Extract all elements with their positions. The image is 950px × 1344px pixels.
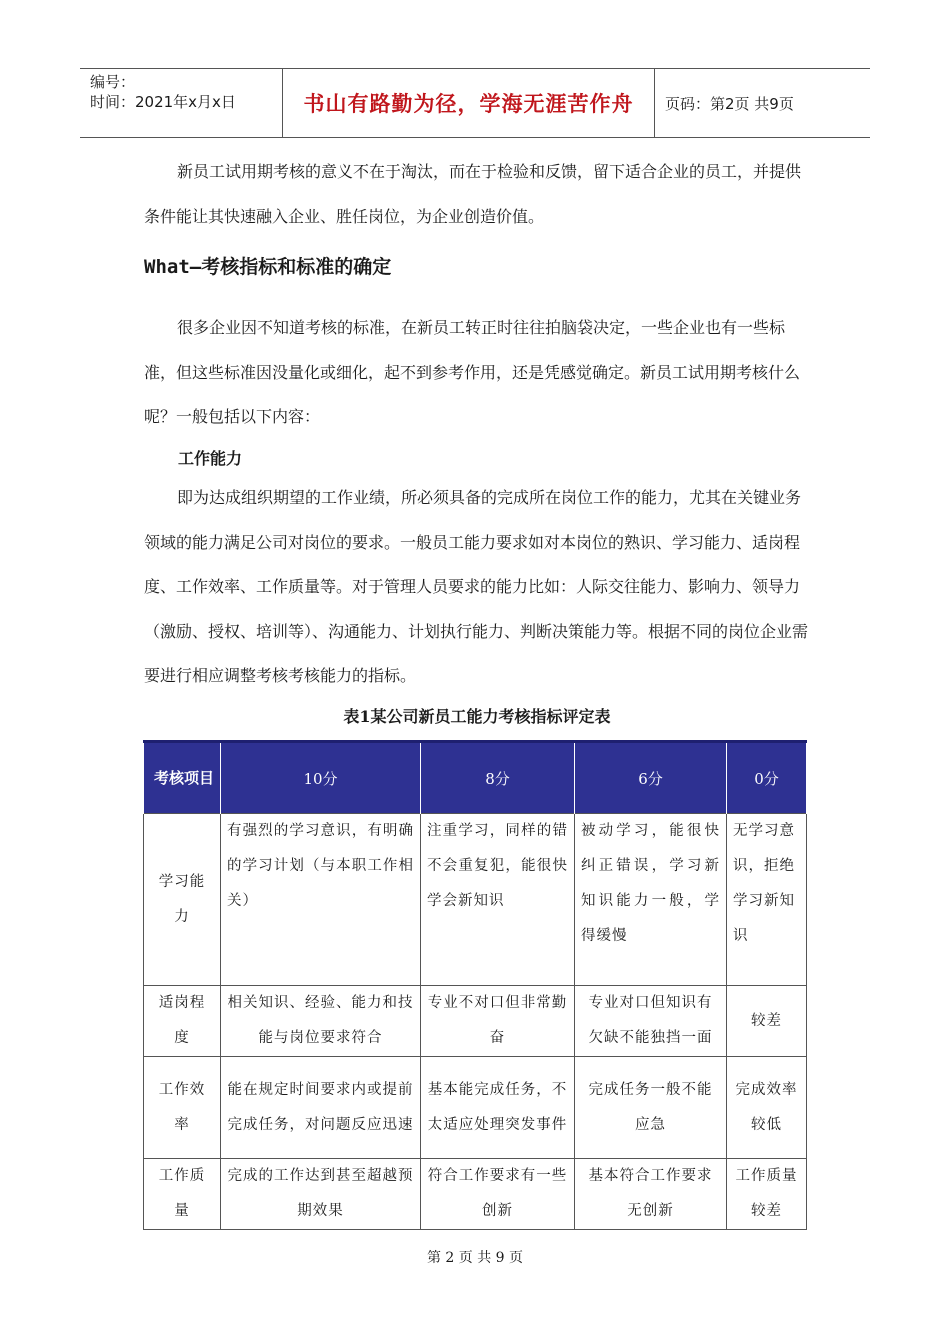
row-label: 学习能力 xyxy=(144,814,221,986)
table-cell: 专业不对口但非常勤奋 xyxy=(421,986,575,1057)
table-cell: 专业对口但知识有欠缺不能独挡一面 xyxy=(575,986,727,1057)
table-cell: 注重学习，同样的错不会重复犯，能很快学会新知识 xyxy=(421,814,575,986)
doc-number: 编号： xyxy=(90,73,136,91)
table-row xyxy=(144,814,807,986)
row-label: 工作效率 xyxy=(144,1057,221,1159)
table-header-row xyxy=(144,742,807,814)
subheading-work-ability: 工作能力 xyxy=(178,449,243,468)
page-header xyxy=(80,68,870,138)
table-cell: 无学习意识，拒绝学习新知识 xyxy=(727,814,807,986)
row-label: 工作质量 xyxy=(144,1159,221,1230)
section-heading: What—考核指标和标准的确定 xyxy=(144,256,392,278)
table-row xyxy=(144,986,807,1057)
table-cell: 符合工作要求有一些创新 xyxy=(421,1159,575,1230)
ability-paragraph: 即为达成组织期望的工作业绩，所必须具备的完成所在岗位工作的能力，尤其在关键业务领域的能力满足公司对岗位的要求。一般员工能力要求如对本岗位的熟识、学习能力、适岗程度、工作效率、工作质量等。对于管理人员要求的能力比如：人际交往能力、影响力、领导力（激励、授权、培训等）、沟通能力、计划执行能力、判断决策能力等。根据不同的岗位企业需要进行相应调整考核考核能力的指标。 xyxy=(144,488,809,685)
row-label: 适岗程度 xyxy=(144,986,221,1057)
table-cell: 工作质量较差 xyxy=(727,1159,807,1230)
table-cell: 相关知识、经验、能力和技能与岗位要求符合 xyxy=(221,986,421,1057)
standards-paragraph: 很多企业因不知道考核的标准，在新员工转正时往往拍脑袋决定，一些企业也有一些标准，但这些标准因没量化或细化，起不到参考作用，还是凭感觉确定。新员工试用期考核什么呢？一般包括以下内容： xyxy=(144,318,801,426)
intro-paragraph: 新员工试用期考核的意义不在于淘汰，而在于检验和反馈，留下适合企业的员工，并提供条件能让其快速融入企业、胜任岗位，为企业创造价值。 xyxy=(144,162,802,226)
table-cell: 较差 xyxy=(727,986,807,1057)
table-row xyxy=(144,1057,807,1159)
column-header: 10分 xyxy=(221,742,421,814)
header-motto-cell xyxy=(283,69,655,137)
doc-date: 时间：2021年x月x日 xyxy=(90,93,236,111)
table-cell: 完成的工作达到甚至超越预期效果 xyxy=(221,1159,421,1230)
column-header: 8分 xyxy=(421,742,575,814)
table-cell: 被动学习，能很快纠正错误，学习新知识能力一般，学得缓慢 xyxy=(575,814,727,986)
table-cell: 基本符合工作要求无创新 xyxy=(575,1159,727,1230)
evaluation-table xyxy=(143,740,807,1230)
table-cell: 有强烈的学习意识，有明确的学习计划（与本职工作相关） xyxy=(221,814,421,986)
table-cell: 基本能完成任务，不太适应处理突发事件 xyxy=(421,1057,575,1159)
column-header: 考核项目 xyxy=(144,742,221,814)
column-header: 6分 xyxy=(575,742,727,814)
column-header: 0分 xyxy=(727,742,807,814)
header-page: 页码：第2页 共9页 xyxy=(665,94,794,113)
table-cell: 完成效率较低 xyxy=(727,1057,807,1159)
table-row xyxy=(144,1159,807,1230)
header-motto: 书山有路勤为径，学海无涯苦作舟 xyxy=(303,92,634,116)
header-meta xyxy=(80,69,283,137)
table-cell: 完成任务一般不能应急 xyxy=(575,1057,727,1159)
table-caption: 表1某公司新员工能力考核指标评定表 xyxy=(343,707,611,726)
page-footer: 第 2 页 共 9 页 xyxy=(426,1250,524,1266)
table-cell: 能在规定时间要求内或提前完成任务，对问题反应迅速 xyxy=(221,1057,421,1159)
